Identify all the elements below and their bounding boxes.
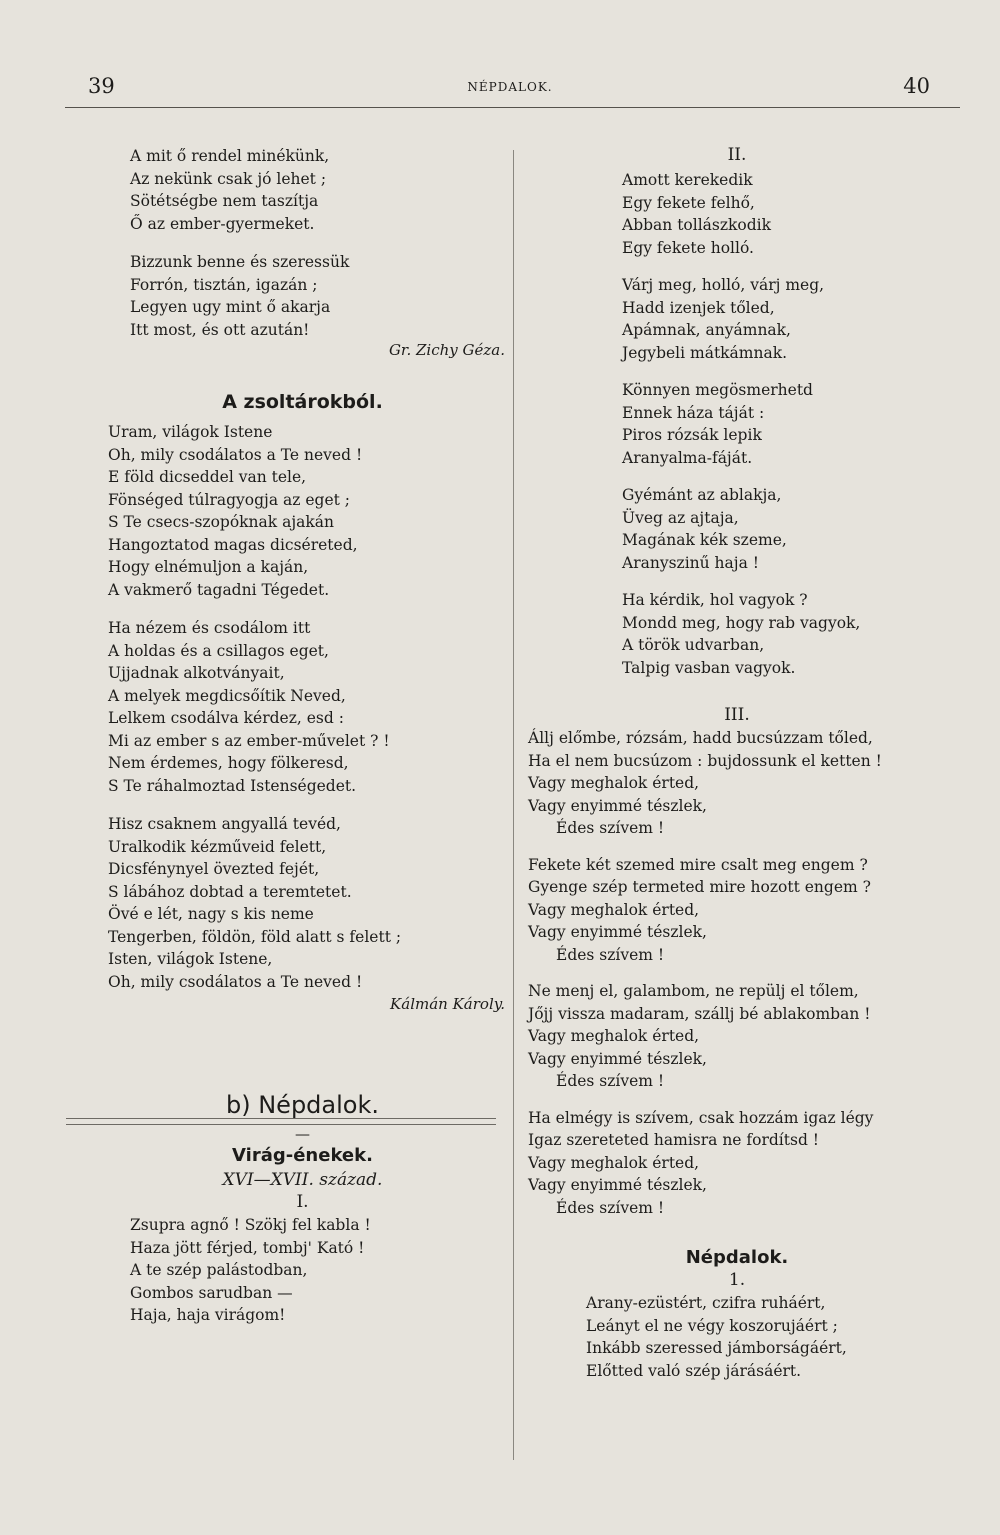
stanza <box>130 251 505 341</box>
verse-line: Vagy enyimmé tészlek, <box>528 1049 707 1068</box>
verse-line: Nem érdemes, hogy fölkeresd, <box>108 754 349 772</box>
song-numeral: I. <box>296 1192 309 1212</box>
section-title: b) Népdalok. <box>226 1091 379 1119</box>
verse-line: Forrón, tisztán, igazán ; <box>130 275 318 294</box>
verse-line: A te szép palástodban, <box>130 1261 308 1279</box>
verse-line: A mit ő rendel minékünk, <box>130 147 330 165</box>
verse-line: Oh, mily csodálatos a Te neved ! <box>108 972 363 991</box>
verse-line: Övé e lét, nagy s kis neme <box>108 905 314 923</box>
stanza <box>130 145 505 235</box>
verse-line: Mi az ember s az ember-művelet ? ! <box>108 731 390 750</box>
verse-line: Uram, világok Istene <box>108 423 273 441</box>
stanza <box>622 169 952 259</box>
verse-line: Egy fekete holló. <box>622 238 754 257</box>
stanza <box>622 274 952 364</box>
verse-line: E föld dicseddel van tele, <box>108 468 307 486</box>
verse-line: Dicsfénynyel övezted fejét, <box>108 860 320 878</box>
verse-line: Ennek háza táját : <box>622 403 765 422</box>
stanza <box>130 1214 505 1327</box>
poem-zichy <box>100 145 505 359</box>
title-dash: — <box>295 1125 310 1143</box>
verse-line: Piros rózsák lepik <box>622 426 762 444</box>
verse-line: Állj előmbe, rózsám, hadd bucsúzzam tőled, <box>528 729 873 747</box>
verse-line: Jőjj vissza madaram, szállj bé ablakomban ! <box>528 1004 871 1023</box>
stanza <box>586 1292 952 1382</box>
verse-line: Igaz szereteted hamisra ne fordítsd ! <box>528 1131 820 1149</box>
verse-line: Aranyszinű haja ! <box>622 553 759 572</box>
verse-line: Vagy enyimmé tészlek, <box>528 923 707 941</box>
stanza <box>622 379 952 469</box>
song-iii <box>522 705 952 1219</box>
running-title: NÉPDALOK. <box>467 80 553 94</box>
verse-line: Aranyalma-fáját. <box>622 448 753 467</box>
verse-line: Lelkem csodálva kérdez, esd : <box>108 709 344 727</box>
song-nepdalok-1 <box>522 1247 952 1382</box>
verse-line: Vagy meghalok érted, <box>528 900 700 919</box>
verse-line: S Te ráhalmoztad Istenségedet. <box>108 776 357 795</box>
verse-line: Arany-ezüstért, czifra ruháért, <box>586 1294 826 1312</box>
verse-line: A török udvarban, <box>622 636 765 654</box>
right-page-number: 40 <box>903 74 930 98</box>
verse-refrain: Édes szívem ! <box>556 945 665 964</box>
poem-zsoltarokbol <box>100 391 505 1013</box>
verse-line: Haja, haja virágom! <box>130 1306 286 1324</box>
verse-line: Haza jött férjed, tombj' Kató ! <box>130 1238 365 1257</box>
verse-refrain: Édes szívem ! <box>556 1198 665 1217</box>
verse-line: Ne menj el, galambom, ne repülj el tőlem, <box>528 982 859 1000</box>
song-ii <box>522 145 952 679</box>
verse-line: A vakmerő tagadni Tégedet. <box>108 580 330 599</box>
song-numeral: III. <box>724 705 750 725</box>
verse-line: Egy fekete felhő, <box>622 193 755 212</box>
verse-line: Vagy meghalok érted, <box>528 774 700 792</box>
verse-line: Előtted való szép járásáért. <box>586 1361 802 1380</box>
stanza <box>108 813 505 993</box>
stanza <box>528 727 952 840</box>
verse-refrain: Édes szívem ! <box>556 819 665 837</box>
stanza <box>528 1107 952 1220</box>
verse-line: Ha kérdik, hol vagyok ? <box>622 591 808 609</box>
column-divider <box>513 150 514 1460</box>
author-signature: Gr. Zichy Géza. <box>388 341 505 359</box>
verse-line: Legyen ugy mint ő akarja <box>130 298 331 316</box>
verse-line: S Te csecs-szopóknak ajakán <box>108 513 335 531</box>
left-page-number: 39 <box>88 74 115 98</box>
stanza <box>528 980 952 1093</box>
verse-line: Vagy meghalok érted, <box>528 1153 700 1172</box>
verse-line: Fekete két szemed mire csalt meg engem ? <box>528 855 868 874</box>
verse-line: Ha elmégy is szívem, csak hozzám igaz légy <box>528 1108 874 1127</box>
verse-line: Zsupra agnő ! Szökj fel kabla ! <box>130 1216 371 1234</box>
verse-line: Bizzunk benne és szeressük <box>130 253 350 271</box>
verse-line: Ő az ember-gyermeket. <box>130 214 315 233</box>
verse-line: Hangoztatod magas dicséreted, <box>108 535 358 554</box>
century-heading: XVI—XVII. század. <box>222 1170 383 1190</box>
verse-line: Isten, világok Istene, <box>108 950 273 968</box>
verse-line: Talpig vasban vagyok. <box>622 658 796 677</box>
verse-line: Hogy elnémuljon a kaján, <box>108 558 309 576</box>
poem-title: A zsoltárokból. <box>222 391 383 413</box>
verse-line: Apámnak, anyámnak, <box>622 321 791 339</box>
verse-line: A melyek megdicsőítik Neved, <box>108 686 346 705</box>
verse-line: Mondd meg, hogy rab vagyok, <box>622 613 861 632</box>
verse-line: Gyémánt az ablakja, <box>622 486 782 504</box>
song-numeral: II. <box>727 145 747 165</box>
verse-line: Sötétségbe nem taszítja <box>130 192 319 210</box>
stanza <box>528 854 952 967</box>
verse-line: Üveg az ajtaja, <box>622 508 739 527</box>
verse-line: Jegybeli mátkámnak. <box>622 343 788 362</box>
stanza <box>108 421 505 601</box>
verse-line: Ha el nem bucsúzom : bujdossunk el ketten ! <box>528 751 882 770</box>
verse-line: Inkább szeressed jámborságáért, <box>586 1339 847 1357</box>
verse-line: Tengerben, földön, föld alatt s felett ; <box>108 927 402 946</box>
verse-line: Oh, mily csodálatos a Te neved ! <box>108 445 363 464</box>
verse-line: Várj meg, holló, várj meg, <box>622 276 825 294</box>
verse-line: A holdas és a csillagos eget, <box>108 641 329 660</box>
verse-line: Uralkodik kézműveid felett, <box>108 837 327 856</box>
verse-line: Hadd izenjek tőled, <box>622 298 775 317</box>
verse-line: S lábához dobtad a teremtetet. <box>108 882 352 901</box>
page-header <box>60 74 960 104</box>
verse-line: Amott kerekedik <box>622 171 753 189</box>
verse-line: Hisz csaknem angyallá tevéd, <box>108 815 341 833</box>
verse-line: Itt most, és ott azután! <box>130 320 310 339</box>
verse-line: Vagy meghalok érted, <box>528 1027 700 1045</box>
section-nepdalok <box>100 1091 505 1327</box>
verse-line: Vagy enyimmé tészlek, <box>528 796 707 815</box>
verse-line: Gombos sarudban — <box>130 1283 293 1302</box>
header-rule <box>65 107 960 108</box>
verse-line: Ujjadnak alkotványait, <box>108 664 285 682</box>
verse-line: Ha nézem és csodálom itt <box>108 619 311 637</box>
verse-line: Magának kék szeme, <box>622 531 787 549</box>
stanza <box>622 484 952 574</box>
right-column <box>522 145 952 1382</box>
verse-line: Fönséged túlragyogja az eget ; <box>108 490 350 509</box>
subsection-title: Népdalok. <box>685 1247 789 1268</box>
author-signature: Kálmán Károly. <box>390 995 505 1013</box>
stanza <box>108 617 505 797</box>
verse-line: Gyenge szép termeted mire hozott engem ? <box>528 878 871 896</box>
section-subtitle: Virág-énekek. <box>232 1145 373 1166</box>
verse-line: Könnyen megösmerhetd <box>622 381 813 399</box>
stanza <box>622 589 952 679</box>
verse-line: Vagy enyimmé tészlek, <box>528 1176 707 1194</box>
verse-line: Az nekünk csak jó lehet ; <box>130 169 327 188</box>
left-column <box>100 145 505 1327</box>
song-number: 1. <box>728 1270 746 1290</box>
verse-refrain: Édes szívem ! <box>556 1072 665 1090</box>
verse-line: Leányt el ne végy koszorujáért ; <box>586 1316 838 1335</box>
verse-line: Abban tollászkodik <box>622 216 772 234</box>
